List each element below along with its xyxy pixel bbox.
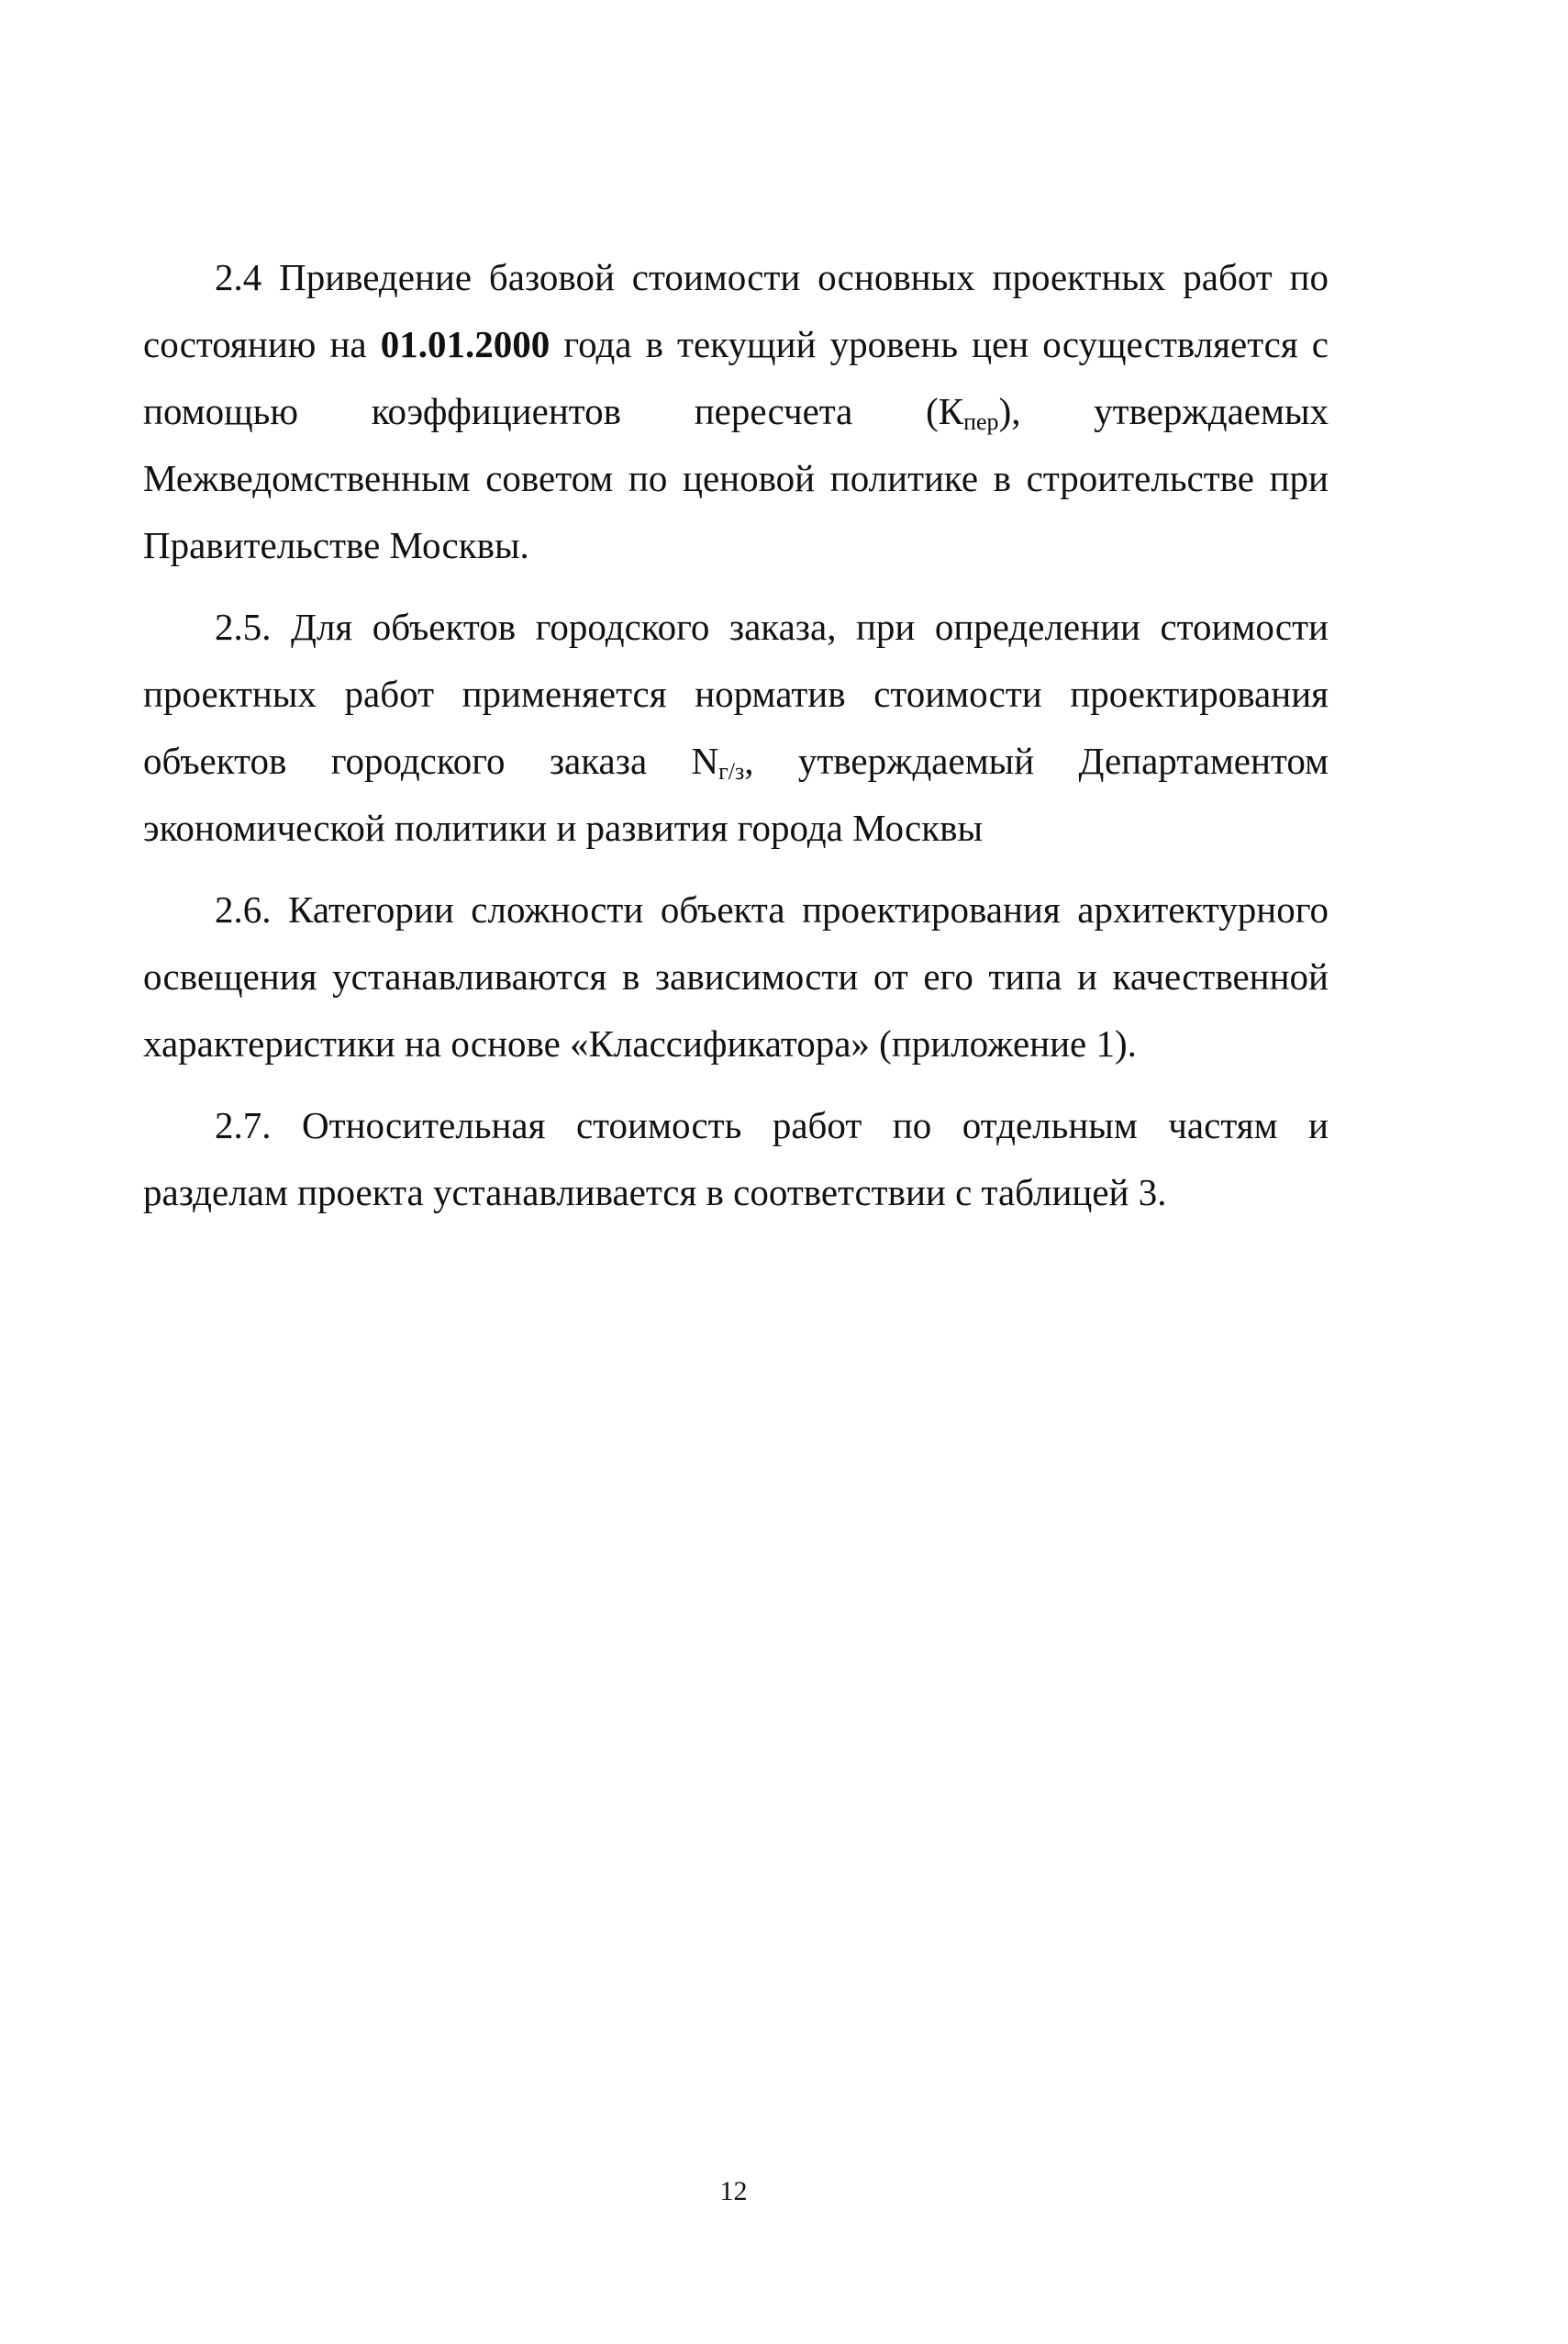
paragraph-2-7 <box>143 1092 1329 1226</box>
paragraph-2-6 <box>143 876 1329 1077</box>
paragraph-text: , утверждаемый Департаментом экономической политики и развития города Москвы <box>143 740 1329 849</box>
paragraph-text: Категории сложности объекта проектирования архитектурного освещения устанавливаются в зависимости от его типа и качественной характеристики на основе «Классификатора» (приложение 1). <box>143 888 1329 1065</box>
paragraph-2-5 <box>143 594 1329 862</box>
paragraph-number: 2.4 <box>215 256 262 298</box>
norm-subscript: г/з <box>718 758 745 785</box>
paragraph-text: Относительная стоимость работ по отдельным частям и разделам проекта устанавливается в соответствии с таблицей 3. <box>143 1104 1329 1213</box>
paragraph-2-4 <box>143 244 1329 579</box>
page-number: 12 <box>719 2176 748 2206</box>
paragraph-number: 2.7. <box>215 1104 272 1146</box>
paragraph-number: 2.6. <box>215 888 272 931</box>
paragraph-text: ), утверждаемых Межведомственным советом по ценовой политике в строительстве при Правительстве Москвы. <box>143 390 1329 566</box>
base-date: 01.01.2000 <box>380 323 550 365</box>
paragraph-text: Приведение базовой стоимости основных проектных работ по состоянию на <box>143 256 1329 365</box>
document-body <box>143 244 1329 1241</box>
paragraph-number: 2.5. <box>215 606 272 648</box>
paragraph-text: Для объектов городского заказа, при определении стоимости проектных работ применяется норматив стоимости проектирования объектов городского заказа N <box>143 606 1329 782</box>
paragraph-text: года в текущий уровень цен осуществляется с помощью коэффициентов пересчета (К <box>143 323 1329 432</box>
coefficient-subscript: пер <box>963 408 999 435</box>
